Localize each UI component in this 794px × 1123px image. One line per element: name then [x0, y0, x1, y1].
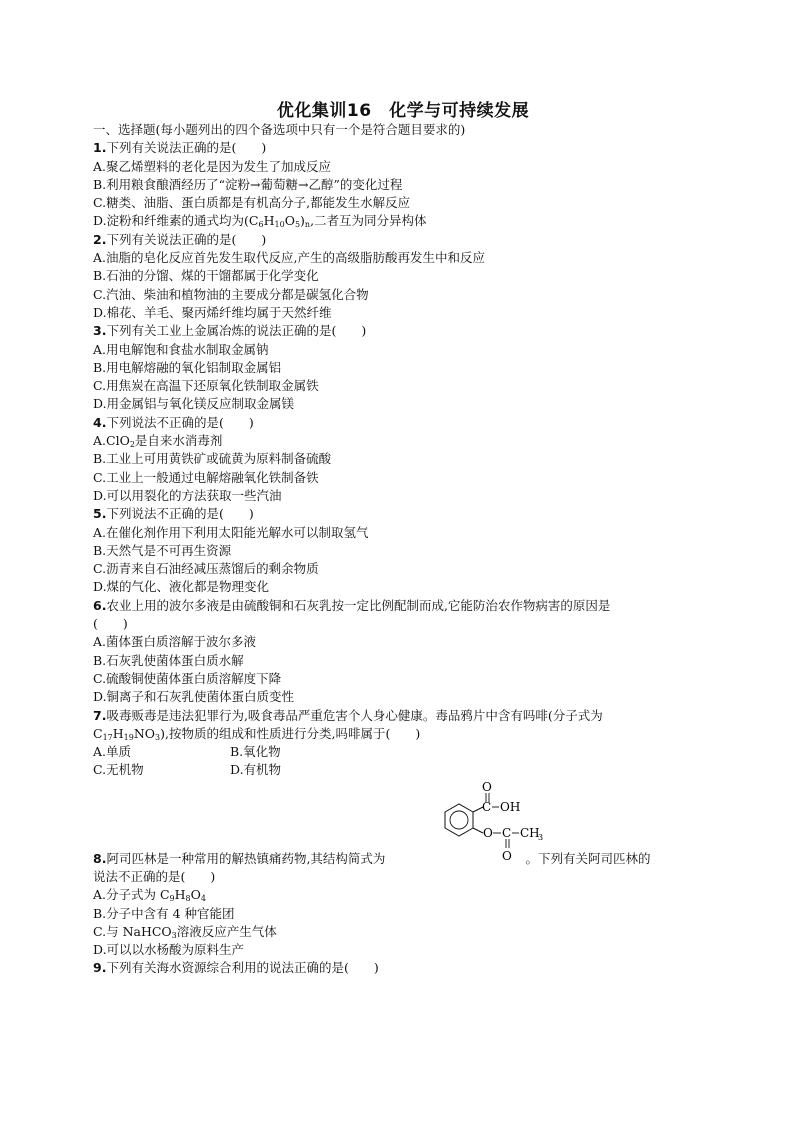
question-4-option-c: C.工业上一般通过电解熔融氧化铁制备铁	[93, 469, 319, 485]
question-4-option-d: D.可以用裂化的方法获取一些汽油	[93, 487, 282, 503]
svg-text:C: C	[502, 825, 512, 840]
question-2-option-d: D.棉花、羊毛、聚丙烯纤维均属于天然纤维	[93, 304, 332, 320]
svg-text:C: C	[482, 799, 492, 814]
carbonyl-oxygen-label: O	[502, 848, 512, 863]
question-3-option-b: B.用电解熔融的氧化铝制取金属铝	[93, 359, 282, 375]
question-7-stem: 7.吸毒贩毒是违法犯罪行为,吸食毒品严重危害个人身心健康。毒品鸦片中含有吗啡(分子式为	[93, 707, 603, 723]
question-1-option-c: C.糖类、油脂、蛋白质都是有机高分子,都能发生水解反应	[93, 195, 411, 211]
page-title: 优化集训16 化学与可持续发展	[276, 101, 530, 121]
section-heading: 一、选择题(每小题列出的四个备选项中只有一个是符合题目要求的)	[93, 122, 466, 137]
question-7-option-b: B.氧化物	[230, 744, 281, 760]
question-6-option-c: C.硫酸铜使菌体蛋白质溶解度下降	[93, 670, 282, 686]
question-5-option-d: D.煤的气化、液化都是物理变化	[93, 579, 270, 595]
question-9-stem: 9.下列有关海水资源综合利用的说法正确的是( )	[93, 960, 379, 976]
question-2-option-b: B.石油的分馏、煤的干馏都属于化学变化	[93, 268, 319, 284]
question-8-option-d: D.可以以水杨酸为原料生产	[93, 942, 245, 958]
question-2-stem: 2.下列有关说法正确的是( )	[93, 231, 267, 247]
question-4-option-a: A.ClO$_2$是自来水消毒剂	[93, 433, 223, 450]
question-3-stem: 3.下列有关工业上金属冶炼的说法正确的是( )	[93, 323, 367, 339]
question-6-option-d: D.铜离子和石灰乳使菌体蛋白质变性	[93, 689, 295, 705]
methyl-subscript: 3	[538, 832, 544, 842]
question-8-option-c: C.与 NaHCO$_3$溶液反应产生气体	[93, 923, 277, 940]
benzene-aromatic-circle	[450, 811, 468, 829]
question-7-formula-line: $C_{17}H_{19}NO_3$),按物质的组成和性质进行分类,吗啡属于( )	[93, 725, 421, 742]
question-5-option-b: B.天然气是不可再生资源	[93, 542, 232, 558]
question-6-blank: ( )	[93, 616, 128, 632]
question-8-option-b: B.分子中含有 4 种官能团	[93, 905, 235, 921]
question-6-option-a: A.菌体蛋白质溶解于波尔多液	[93, 634, 257, 650]
question-7-option-a: A.单质	[93, 744, 132, 760]
question-8-stem: 8.阿司匹林是一种常用的解热镇痛药物,其结构简式为 。下列有关阿司匹林的	[93, 850, 651, 866]
question-4-option-b: B.工业上可用黄铁矿或硫黄为原料制备硫酸	[93, 451, 332, 467]
question-7-option-d: D.有机物	[230, 762, 282, 778]
question-4-stem: 4.下列说法不正确的是( )	[93, 414, 254, 430]
aspirin-structure-diagram	[427, 780, 557, 870]
methyl-label: CH	[520, 825, 540, 840]
question-8-option-a: A.分子式为 $C_9H_8O_4$	[93, 887, 206, 904]
question-2-option-c: C.汽油、柴油和植物油的主要成分都是碳氢化合物	[93, 286, 369, 302]
question-3-option-c: C.用焦炭在高温下还原氧化铁制取金属铁	[93, 378, 319, 394]
question-1-option-d: D.淀粉和纤维素的通式均为$(C_6H_{10}O_5)_n$,二者互为同分异构体	[93, 213, 427, 230]
question-3-option-d: D.用金属铝与氧化镁反应制取金属镁	[93, 396, 295, 412]
question-7-option-c: C.无机物	[93, 762, 144, 778]
question-6-option-b: B.石灰乳使菌体蛋白质水解	[93, 652, 244, 668]
question-1-option-b: B.利用粮食酿酒经历了“淀粉→葡萄糖→乙醇”的变化过程	[93, 176, 403, 192]
question-5-option-c: C.沥青来自石油经减压蒸馏后的剩余物质	[93, 561, 319, 577]
question-6-stem: 6.农业上用的波尔多液是由硫酸铜和石灰乳按一定比例配制而成,它能防治农作物病害的原因是	[93, 597, 611, 613]
carboxyl-oxygen-label: O	[482, 779, 492, 794]
question-8-stem-cont: 说法不正确的是( )	[93, 868, 216, 884]
question-3-option-a: A.用电解饱和食盐水制取金属钠	[93, 341, 269, 357]
hydroxyl-label: OH	[500, 799, 521, 814]
aspirin-structure-row	[93, 780, 713, 870]
question-5-option-a: A.在催化剂作用下利用太阳能光解水可以制取氢气	[93, 524, 369, 540]
question-list	[93, 121, 713, 978]
benzene-ring	[445, 804, 473, 836]
question-1-option-a: A.聚乙烯塑料的老化是因为发生了加成反应	[93, 158, 332, 174]
question-1-stem: 1.下列有关说法正确的是( )	[93, 140, 267, 156]
ester-oxygen-label: O	[483, 825, 493, 840]
question-2-option-a: A.油脂的皂化反应首先发生取代反应,产生的高级脂肪酸再发生中和反应	[93, 250, 485, 266]
question-5-stem: 5.下列说法不正确的是( )	[93, 506, 254, 522]
question-7-options-row-2	[93, 761, 713, 779]
question-7-options-row-1	[93, 743, 713, 761]
